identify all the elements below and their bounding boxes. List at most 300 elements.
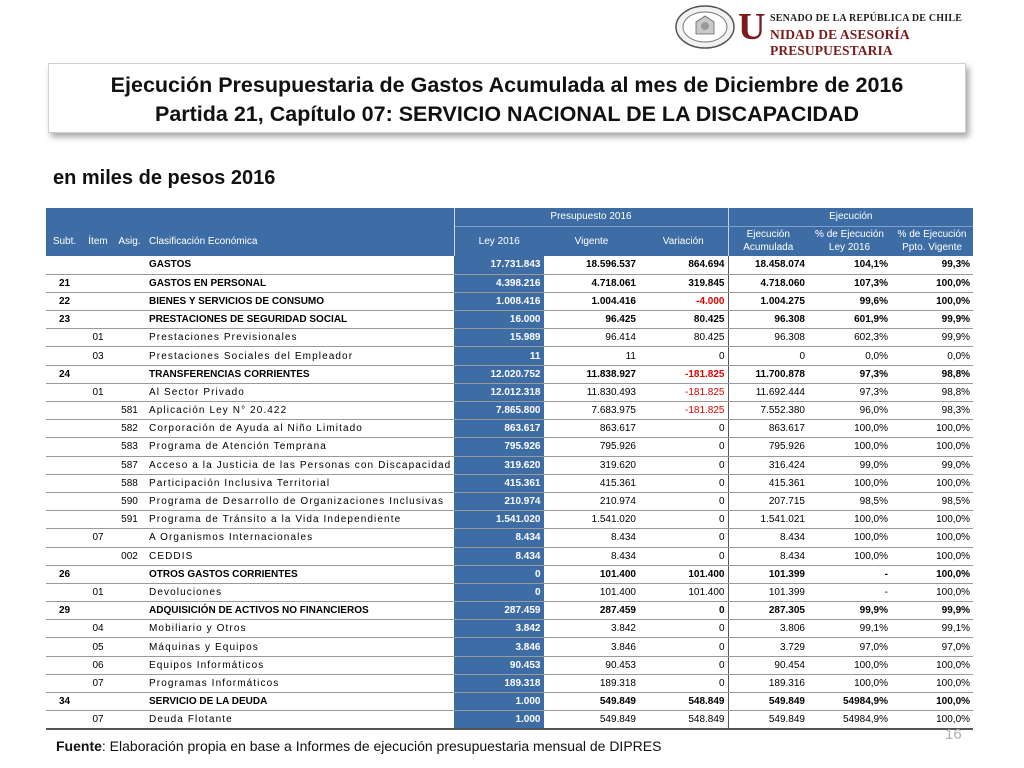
cell-asig: 588 <box>113 474 146 492</box>
cell-variacion: 0 <box>639 456 728 474</box>
cell-subt <box>46 402 83 420</box>
cell-ley: 15.989 <box>454 329 544 347</box>
cell-vigente: 863.617 <box>544 420 639 438</box>
cell-subt: 21 <box>46 274 83 292</box>
source-footer <box>56 738 661 754</box>
cell-asig: 591 <box>113 511 146 529</box>
cell-variacion: 548.849 <box>639 693 728 711</box>
cell-asig <box>113 347 146 365</box>
cell-ley: 8.434 <box>454 529 544 547</box>
table-row <box>46 383 973 401</box>
cell-ejecucion: 3.806 <box>728 620 808 638</box>
cell-subt <box>46 492 83 510</box>
cell-asig: 581 <box>113 402 146 420</box>
cell-vigente: 96.414 <box>544 329 639 347</box>
cell-pct-vigente: 97,0% <box>891 638 973 656</box>
cell-clasificacion: Deuda Flotante <box>146 711 454 729</box>
cell-asig: 582 <box>113 420 146 438</box>
table-body <box>46 256 973 729</box>
cell-pct-vigente: 100,0% <box>891 547 973 565</box>
cell-clasificacion: Mobiliario y Otros <box>146 620 454 638</box>
cell-asig <box>113 529 146 547</box>
cell-ley: 795.926 <box>454 438 544 456</box>
table-row <box>46 583 973 601</box>
cell-ley: 1.541.020 <box>454 511 544 529</box>
cell-clasificacion: Equipos Informáticos <box>146 656 454 674</box>
cell-pct-vigente: 100,0% <box>891 656 973 674</box>
cell-asig: 002 <box>113 547 146 565</box>
col-ejecucion-line2: Acumulada <box>743 242 794 254</box>
cell-vigente: 287.459 <box>544 602 639 620</box>
cell-ley: 16.000 <box>454 311 544 329</box>
cell-asig <box>113 638 146 656</box>
cell-pct-ley: 97,3% <box>808 365 891 383</box>
cell-clasificacion: Programa de Desarrollo de Organizaciones Inclusivas <box>146 492 454 510</box>
budget-table <box>46 208 973 730</box>
cell-ley: 319.620 <box>454 456 544 474</box>
table-row <box>46 602 973 620</box>
cell-pct-ley: 97,0% <box>808 638 891 656</box>
cell-subt <box>46 529 83 547</box>
cell-pct-ley: 98,5% <box>808 492 891 510</box>
cell-clasificacion: GASTOS <box>146 256 454 274</box>
cell-asig <box>113 274 146 292</box>
cell-pct-ley: 100,0% <box>808 547 891 565</box>
cell-pct-vigente: 99,9% <box>891 329 973 347</box>
col-item: Ítem <box>83 226 113 256</box>
cell-ley: 17.731.843 <box>454 256 544 274</box>
cell-pct-vigente: 99,3% <box>891 256 973 274</box>
cell-asig <box>113 656 146 674</box>
title-line-2: Partida 21, Capítulo 07: SERVICIO NACIONAL DE LA DISCAPACIDAD <box>154 102 860 126</box>
cell-ejecucion: 189.316 <box>728 674 808 692</box>
cell-vigente: 8.434 <box>544 529 639 547</box>
cell-pct-vigente: 100,0% <box>891 292 973 310</box>
cell-ley: 863.617 <box>454 420 544 438</box>
cell-asig <box>113 292 146 310</box>
table-row <box>46 492 973 510</box>
cell-pct-vigente: 98,5% <box>891 492 973 510</box>
cell-ejecucion: 11.700.878 <box>728 365 808 383</box>
cell-clasificacion: A Organismos Internacionales <box>146 529 454 547</box>
cell-subt <box>46 474 83 492</box>
cell-ejecucion: 1.004.275 <box>728 292 808 310</box>
cell-clasificacion: Programa de Atención Temprana <box>146 438 454 456</box>
cell-subt <box>46 583 83 601</box>
cell-variacion: 864.694 <box>639 256 728 274</box>
col-ejecucion <box>728 226 808 256</box>
cell-ejecucion: 1.541.021 <box>728 511 808 529</box>
table-header-groups <box>46 208 973 226</box>
cell-vigente: 549.849 <box>544 693 639 711</box>
cell-clasificacion: PRESTACIONES DE SEGURIDAD SOCIAL <box>146 311 454 329</box>
cell-asig <box>113 583 146 601</box>
cell-clasificacion: TRANSFERENCIAS CORRIENTES <box>146 365 454 383</box>
cell-variacion: 0 <box>639 674 728 692</box>
cell-subt <box>46 547 83 565</box>
table-row <box>46 711 973 729</box>
cell-vigente: 11 <box>544 347 639 365</box>
cell-pct-vigente: 100,0% <box>891 474 973 492</box>
cell-subt: 29 <box>46 602 83 620</box>
col-pct-vigente <box>891 226 973 256</box>
cell-item: 01 <box>83 329 113 347</box>
cell-asig <box>113 311 146 329</box>
cell-pct-vigente: 100,0% <box>891 674 973 692</box>
cell-item <box>83 402 113 420</box>
table-row <box>46 456 973 474</box>
cell-item <box>83 602 113 620</box>
cell-clasificacion: OTROS GASTOS CORRIENTES <box>146 565 454 583</box>
cell-pct-vigente: 100,0% <box>891 274 973 292</box>
cell-asig <box>113 256 146 274</box>
cell-item <box>83 311 113 329</box>
cell-item <box>83 492 113 510</box>
page-number: 16 <box>945 726 962 743</box>
cell-pct-ley: 96,0% <box>808 402 891 420</box>
cell-subt <box>46 329 83 347</box>
cell-subt <box>46 456 83 474</box>
source-label: Fuente <box>56 738 102 754</box>
cell-pct-vigente: 99,0% <box>891 456 973 474</box>
cell-vigente: 18.596.537 <box>544 256 639 274</box>
cell-variacion: -181.825 <box>639 402 728 420</box>
cell-vigente: 11.838.927 <box>544 365 639 383</box>
cell-vigente: 1.004.416 <box>544 292 639 310</box>
cell-variacion: 0 <box>639 347 728 365</box>
table-row <box>46 274 973 292</box>
table-row <box>46 292 973 310</box>
cell-variacion: 319.845 <box>639 274 728 292</box>
cell-ejecucion: 287.305 <box>728 602 808 620</box>
cell-subt <box>46 656 83 674</box>
cell-subt: 26 <box>46 565 83 583</box>
col-variacion: Variación <box>639 226 728 256</box>
title-box <box>48 63 966 133</box>
cell-pct-ley: 99,9% <box>808 602 891 620</box>
cell-pct-ley: 100,0% <box>808 529 891 547</box>
cell-ley: 11 <box>454 347 544 365</box>
cell-pct-ley: 54984,9% <box>808 693 891 711</box>
table-row <box>46 365 973 383</box>
cell-variacion: 548.849 <box>639 711 728 729</box>
cell-item <box>83 365 113 383</box>
col-pct-ley <box>808 226 891 256</box>
cell-pct-ley: 99,6% <box>808 292 891 310</box>
cell-subt <box>46 711 83 729</box>
cell-ley: 7.865.800 <box>454 402 544 420</box>
cell-subt <box>46 511 83 529</box>
table-row <box>46 674 973 692</box>
col-pct-vigente-line2: Ppto. Vigente <box>902 242 962 254</box>
cell-pct-ley: 104,1% <box>808 256 891 274</box>
cell-vigente: 795.926 <box>544 438 639 456</box>
cell-asig <box>113 620 146 638</box>
cell-item: 06 <box>83 656 113 674</box>
cell-ejecucion: 90.454 <box>728 656 808 674</box>
table-row <box>46 474 973 492</box>
cell-asig <box>113 365 146 383</box>
cell-item <box>83 274 113 292</box>
cell-item <box>83 693 113 711</box>
cell-vigente: 1.541.020 <box>544 511 639 529</box>
cell-pct-vigente: 100,0% <box>891 511 973 529</box>
cell-vigente: 4.718.061 <box>544 274 639 292</box>
cell-pct-vigente: 98,3% <box>891 402 973 420</box>
cell-asig <box>113 602 146 620</box>
cell-vigente: 7.683.975 <box>544 402 639 420</box>
cell-item <box>83 511 113 529</box>
cell-asig <box>113 711 146 729</box>
cell-ley: 415.361 <box>454 474 544 492</box>
cell-vigente: 189.318 <box>544 674 639 692</box>
source-text: : Elaboración propia en base a Informes de ejecución presupuestaria mensual de DIPRES <box>101 738 662 754</box>
cell-item: 04 <box>83 620 113 638</box>
cell-item: 05 <box>83 638 113 656</box>
cell-pct-ley: 0,0% <box>808 347 891 365</box>
col-clasificacion: Clasificación Económica <box>146 226 454 256</box>
cell-subt <box>46 420 83 438</box>
cell-ley: 90.453 <box>454 656 544 674</box>
cell-pct-ley: 100,0% <box>808 438 891 456</box>
cell-clasificacion: CEDDIS <box>146 547 454 565</box>
cell-item: 03 <box>83 347 113 365</box>
cell-clasificacion: Al Sector Privado <box>146 383 454 401</box>
cell-variacion: 0 <box>639 529 728 547</box>
cell-subt <box>46 256 83 274</box>
cell-variacion: 0 <box>639 420 728 438</box>
cell-pct-ley: 100,0% <box>808 656 891 674</box>
cell-vigente: 101.400 <box>544 583 639 601</box>
cell-item: 01 <box>83 583 113 601</box>
table-row <box>46 420 973 438</box>
cell-item <box>83 438 113 456</box>
logo-unidad-text: NIDAD DE ASESORÍA PRESUPUESTARIA <box>770 27 909 58</box>
cell-variacion: -181.825 <box>639 383 728 401</box>
table-row <box>46 529 973 547</box>
cell-item: 01 <box>83 383 113 401</box>
cell-pct-vigente: 100,0% <box>891 693 973 711</box>
cell-asig: 587 <box>113 456 146 474</box>
cell-pct-vigente: 100,0% <box>891 529 973 547</box>
cell-subt: 24 <box>46 365 83 383</box>
cell-variacion: 80.425 <box>639 329 728 347</box>
cell-ejecucion: 96.308 <box>728 311 808 329</box>
cell-clasificacion: Participación Inclusiva Territorial <box>146 474 454 492</box>
cell-pct-vigente: 100,0% <box>891 420 973 438</box>
senado-seal-logo <box>674 4 736 50</box>
cell-ley: 4.398.216 <box>454 274 544 292</box>
cell-clasificacion: Prestaciones Previsionales <box>146 329 454 347</box>
table-row <box>46 511 973 529</box>
cell-ejecucion: 18.458.074 <box>728 256 808 274</box>
cell-pct-vigente: 99,1% <box>891 620 973 638</box>
cell-pct-vigente: 100,0% <box>891 711 973 729</box>
cell-ley: 1.008.416 <box>454 292 544 310</box>
cell-variacion: 0 <box>639 638 728 656</box>
cell-ley: 12.020.752 <box>454 365 544 383</box>
table-row <box>46 693 973 711</box>
cell-variacion: -181.825 <box>639 365 728 383</box>
cell-vigente: 415.361 <box>544 474 639 492</box>
cell-item: 07 <box>83 674 113 692</box>
cell-asig: 583 <box>113 438 146 456</box>
cell-pct-vigente: 98,8% <box>891 365 973 383</box>
cell-vigente: 8.434 <box>544 547 639 565</box>
cell-pct-ley: 107,3% <box>808 274 891 292</box>
logo-senado-text: SENADO DE LA REPÚBLICA DE CHILE <box>770 13 963 24</box>
cell-ley: 1.000 <box>454 693 544 711</box>
cell-subt <box>46 638 83 656</box>
cell-asig <box>113 329 146 347</box>
cell-item <box>83 292 113 310</box>
cell-variacion: 80.425 <box>639 311 728 329</box>
cell-pct-vigente: 99,9% <box>891 602 973 620</box>
cell-pct-ley: 100,0% <box>808 474 891 492</box>
table-row <box>46 347 973 365</box>
cell-subt <box>46 674 83 692</box>
cell-item <box>83 474 113 492</box>
cell-vigente: 549.849 <box>544 711 639 729</box>
col-ley: Ley 2016 <box>454 226 544 256</box>
cell-subt <box>46 620 83 638</box>
title-line-1: Ejecución Presupuestaria de Gastos Acumulada al mes de Diciembre de 2016 <box>110 73 904 97</box>
cell-vigente: 90.453 <box>544 656 639 674</box>
cell-clasificacion: Máquinas y Equipos <box>146 638 454 656</box>
cell-variacion: 101.400 <box>639 565 728 583</box>
cell-ley: 3.842 <box>454 620 544 638</box>
cell-vigente: 319.620 <box>544 456 639 474</box>
cell-pct-vigente: 0,0% <box>891 347 973 365</box>
cell-clasificacion: Aplicación Ley N° 20.422 <box>146 402 454 420</box>
cell-ejecucion: 207.715 <box>728 492 808 510</box>
cell-pct-ley: - <box>808 583 891 601</box>
cell-vigente: 3.846 <box>544 638 639 656</box>
cell-item <box>83 565 113 583</box>
cell-pct-ley: 602,3% <box>808 329 891 347</box>
cell-ejecucion: 101.399 <box>728 583 808 601</box>
cell-asig <box>113 674 146 692</box>
cell-subt <box>46 383 83 401</box>
col-vigente: Vigente <box>544 226 639 256</box>
cell-ley: 12.012.318 <box>454 383 544 401</box>
col-pct-ley-line1: % de Ejecución <box>815 229 884 241</box>
cell-variacion: 0 <box>639 620 728 638</box>
cell-subt: 23 <box>46 311 83 329</box>
cell-pct-vigente: 99,9% <box>891 311 973 329</box>
cell-pct-vigente: 100,0% <box>891 565 973 583</box>
cell-item <box>83 456 113 474</box>
cell-asig <box>113 383 146 401</box>
cell-vigente: 11.830.493 <box>544 383 639 401</box>
cell-ley: 0 <box>454 583 544 601</box>
logo-initial: U <box>738 6 766 48</box>
cell-pct-ley: 99,1% <box>808 620 891 638</box>
cell-ejecucion: 96.308 <box>728 329 808 347</box>
table-row <box>46 438 973 456</box>
cell-clasificacion: SERVICIO DE LA DEUDA <box>146 693 454 711</box>
cell-ejecucion: 7.552.380 <box>728 402 808 420</box>
cell-vigente: 3.842 <box>544 620 639 638</box>
cell-ejecucion: 795.926 <box>728 438 808 456</box>
cell-variacion: 0 <box>639 511 728 529</box>
cell-variacion: 101.400 <box>639 583 728 601</box>
cell-item <box>83 547 113 565</box>
cell-ejecucion: 415.361 <box>728 474 808 492</box>
cell-clasificacion: Devoluciones <box>146 583 454 601</box>
cell-pct-ley: 54984,9% <box>808 711 891 729</box>
table-row <box>46 402 973 420</box>
cell-variacion: 0 <box>639 656 728 674</box>
cell-pct-ley: 100,0% <box>808 511 891 529</box>
cell-ejecucion: 316.424 <box>728 456 808 474</box>
cell-variacion: 0 <box>639 474 728 492</box>
cell-pct-ley: 601,9% <box>808 311 891 329</box>
cell-asig: 590 <box>113 492 146 510</box>
cell-ejecucion: 549.849 <box>728 693 808 711</box>
cell-ley: 3.846 <box>454 638 544 656</box>
cell-vigente: 96.425 <box>544 311 639 329</box>
cell-item <box>83 420 113 438</box>
cell-item <box>83 256 113 274</box>
cell-pct-ley: - <box>808 565 891 583</box>
cell-variacion: 0 <box>639 547 728 565</box>
table-row <box>46 565 973 583</box>
cell-ley: 0 <box>454 565 544 583</box>
cell-variacion: 0 <box>639 492 728 510</box>
cell-pct-ley: 100,0% <box>808 674 891 692</box>
group-ejecucion: Ejecución <box>728 208 973 226</box>
col-pct-vigente-line1: % de Ejecución <box>897 229 967 241</box>
cell-pct-vigente: 98,8% <box>891 383 973 401</box>
cell-clasificacion: Acceso a la Justicia de las Personas con Discapacidad <box>146 456 454 474</box>
cell-ejecucion: 549.849 <box>728 711 808 729</box>
cell-clasificacion: Programa de Tránsito a la Vida Independiente <box>146 511 454 529</box>
cell-ley: 8.434 <box>454 547 544 565</box>
cell-pct-vigente: 100,0% <box>891 583 973 601</box>
table-row <box>46 620 973 638</box>
cell-item: 07 <box>83 711 113 729</box>
cell-ejecucion: 11.692.444 <box>728 383 808 401</box>
col-ejecucion-line1: Ejecución <box>746 229 790 241</box>
cell-ejecucion: 3.729 <box>728 638 808 656</box>
cell-asig <box>113 693 146 711</box>
group-presupuesto: Presupuesto 2016 <box>454 208 728 226</box>
cell-ejecucion: 8.434 <box>728 529 808 547</box>
table-row <box>46 638 973 656</box>
units-subtitle: en miles de pesos 2016 <box>53 167 276 189</box>
table-row <box>46 656 973 674</box>
cell-ejecucion: 4.718.060 <box>728 274 808 292</box>
cell-clasificacion: Corporación de Ayuda al Niño Limitado <box>146 420 454 438</box>
cell-variacion: 0 <box>639 602 728 620</box>
cell-vigente: 210.974 <box>544 492 639 510</box>
cell-ley: 287.459 <box>454 602 544 620</box>
cell-asig <box>113 565 146 583</box>
cell-ejecucion: 8.434 <box>728 547 808 565</box>
cell-clasificacion: Programas Informáticos <box>146 674 454 692</box>
cell-ley: 189.318 <box>454 674 544 692</box>
cell-subt <box>46 438 83 456</box>
cell-clasificacion: BIENES Y SERVICIOS DE CONSUMO <box>146 292 454 310</box>
cell-ejecucion: 101.399 <box>728 565 808 583</box>
cell-clasificacion: GASTOS EN PERSONAL <box>146 274 454 292</box>
table-row <box>46 256 973 274</box>
col-asig: Asig. <box>113 226 146 256</box>
cell-pct-ley: 100,0% <box>808 420 891 438</box>
cell-subt: 22 <box>46 292 83 310</box>
cell-clasificacion: ADQUISICIÓN DE ACTIVOS NO FINANCIEROS <box>146 602 454 620</box>
